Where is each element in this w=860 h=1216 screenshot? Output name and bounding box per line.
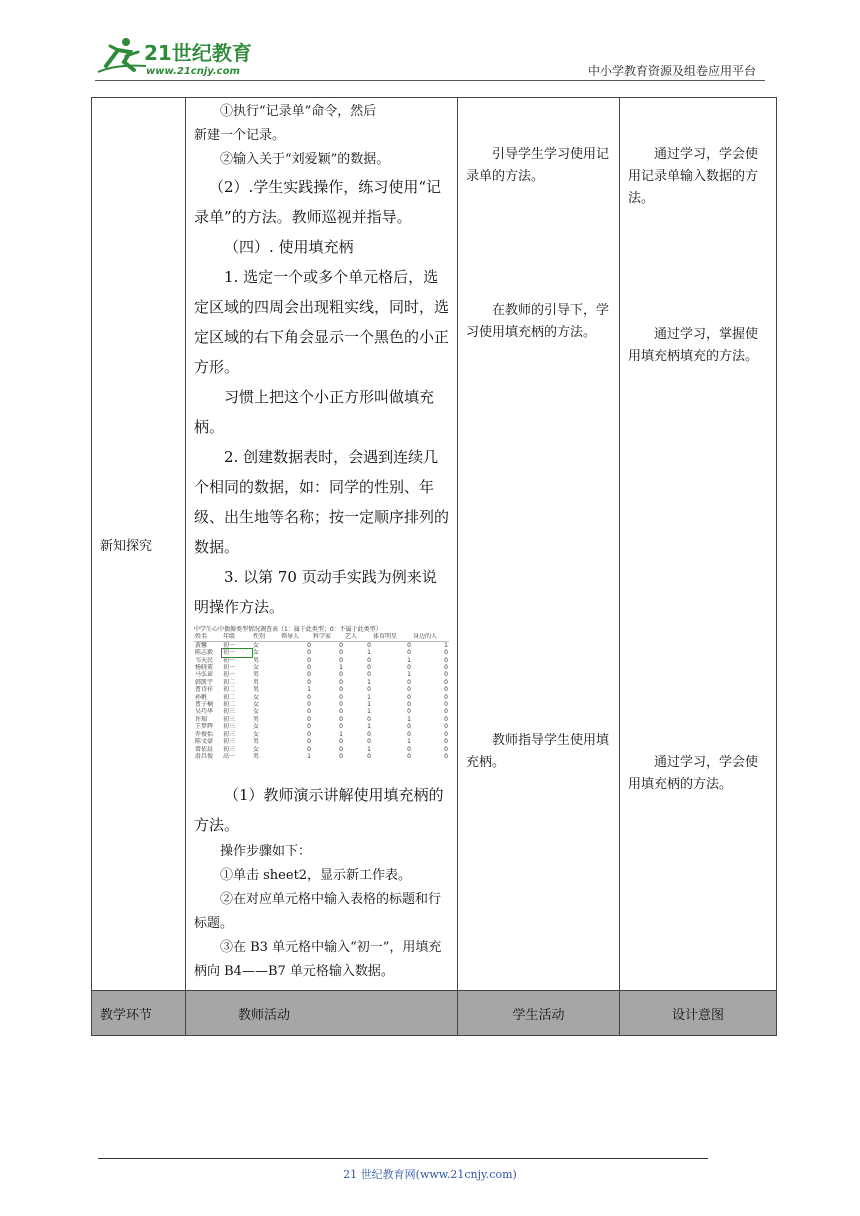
- label-teacher-activity: 教师活动: [186, 991, 458, 1036]
- label-design-intent: 设计意图: [620, 991, 777, 1036]
- sheet-cell: 0: [407, 693, 411, 701]
- sheet-cell: 0: [307, 723, 311, 731]
- sheet-cell: 0: [307, 671, 311, 679]
- sheet-cell: 0: [339, 752, 343, 760]
- sheet-cell: 0: [307, 656, 311, 664]
- sheet-cell: 0: [367, 715, 371, 723]
- sheet-row: [194, 694, 449, 701]
- sheet-cell: 0: [444, 686, 448, 694]
- sheet-cell: 0: [444, 693, 448, 701]
- sheet-cell: 0: [444, 745, 448, 753]
- sheet-cell: 初二: [223, 686, 236, 694]
- sheet-cell: 科学家: [312, 633, 344, 641]
- sheet-cell: 初一: [223, 664, 236, 672]
- sheet-cell: 陈文豪: [195, 738, 214, 746]
- spreadsheet-screenshot: [194, 626, 449, 760]
- teacher-practice-para: （2）.学生实践操作，练习使用“记录单”的方法。教师巡视并指导。: [194, 178, 441, 226]
- sheet-cell: 0: [444, 701, 448, 709]
- sheet-row: [194, 731, 449, 738]
- sheet-cell: 1: [339, 664, 343, 672]
- sheet-cell: 0: [339, 708, 343, 716]
- sheet-cell: 0: [307, 693, 311, 701]
- sheet-row: [194, 738, 449, 745]
- sheet-cell: 0: [367, 730, 371, 738]
- site-logo: [96, 36, 271, 78]
- page-footer: 21 世纪教育网(www.21cnjy.com): [343, 1168, 517, 1181]
- teacher-substep-2: ②在对应单元格中输入表格的标题和行标题。: [194, 892, 442, 932]
- sheet-cell: 0: [444, 649, 448, 657]
- sheet-cell: 男: [253, 686, 260, 694]
- teacher-line-3: ②输入关于“刘爱颖”的数据。: [220, 152, 390, 167]
- sheet-cell: 0: [407, 701, 411, 709]
- sheet-cell: 0: [407, 678, 411, 686]
- sheet-row: [194, 708, 449, 715]
- sheet-row: [194, 716, 449, 723]
- sheet-cell: 初三: [223, 738, 236, 746]
- sheet-cell: 0: [367, 641, 371, 649]
- teacher-step-2: 2. 创建数据表时，会遇到连续几个相同的数据，如：同学的性别、年级、出生地等名称；按一定顺序排列的数据。: [194, 448, 450, 556]
- design-intent-cell: [620, 98, 777, 991]
- teacher-habit: 习惯上把这个小正方形叫做填充柄。: [194, 388, 435, 436]
- sheet-cell: 初三: [223, 730, 236, 738]
- sheet-cell: 姓名: [194, 633, 222, 641]
- sheet-cell: 0: [307, 701, 311, 709]
- teacher-heading-fill: （四）. 使用填充柄: [224, 238, 354, 256]
- sheet-cell: 初一: [223, 656, 236, 664]
- sheet-row: [194, 657, 449, 664]
- sheet-cell: 1: [444, 641, 448, 649]
- sheet-cell: 0: [444, 671, 448, 679]
- section-label: 新知探究: [92, 98, 186, 991]
- sheet-cell: 0: [407, 641, 411, 649]
- sheet-cell: 1: [339, 730, 343, 738]
- sheet-row: [194, 679, 449, 686]
- teacher-step-1: 1. 选定一个或多个单元格后，选定区域的四周会出现粗实线，同时，选定区域的右下角会显示一个黑色的小正方形。: [194, 268, 450, 376]
- sheet-cell: 杨晓董: [195, 664, 214, 672]
- logo-url: www.21cnjy.com: [146, 66, 240, 77]
- teacher-steps-title: 操作步骤如下：: [220, 844, 312, 860]
- sheet-cell: 0: [444, 678, 448, 686]
- sheet-cell: 初一: [223, 641, 236, 649]
- sheet-cell: 0: [339, 671, 343, 679]
- sheet-cell: 女: [253, 641, 260, 649]
- teacher-activity-cell: [186, 98, 458, 991]
- header-platform-text: 中小学教育资源及组卷应用平台: [587, 64, 756, 78]
- sheet-cell: 女: [253, 745, 260, 753]
- sheet-cell: 0: [407, 752, 411, 760]
- sheet-cell: 女: [253, 730, 260, 738]
- sheet-cell: 0: [367, 664, 371, 672]
- sheet-cell: 1: [407, 671, 411, 679]
- sheet-cell: 0: [444, 723, 448, 731]
- sheet-cell: 男: [253, 752, 260, 760]
- sheet-cell: 0: [339, 745, 343, 753]
- sheet-cell: 许瑞: [195, 715, 208, 723]
- sheet-cell: 1: [407, 738, 411, 746]
- sheet-cell: 初三: [223, 715, 236, 723]
- sheet-cell: 女: [253, 701, 260, 709]
- header-labels-row: [92, 991, 777, 1036]
- sheet-cell: 0: [339, 715, 343, 723]
- sheet-row: [194, 671, 449, 678]
- sheet-cell: 0: [444, 708, 448, 716]
- sheet-cell: 马弘谛: [195, 671, 214, 679]
- teacher-substep-1: ①单击 sheet2，显示新工作表。: [220, 868, 412, 884]
- footer-divider: [98, 1158, 708, 1159]
- sheet-cell: 0: [407, 723, 411, 731]
- sheet-cell: 男: [253, 715, 260, 723]
- sheet-cell: 女: [253, 649, 260, 657]
- spreadsheet-caption: 中学生心中偶像类型情况调查表（1：属于此类型；0：不属于此类型）: [194, 626, 382, 633]
- sheet-cell: 1: [307, 752, 311, 760]
- sheet-cell: 韩凯宇: [195, 678, 214, 686]
- sheet-cell: 初二: [223, 693, 236, 701]
- sheet-cell: 女: [253, 723, 260, 731]
- sheet-cell: 初三: [223, 745, 236, 753]
- sheet-cell: 1: [367, 723, 371, 731]
- intent-text-1: 通过学习，学会使用记录单输入数据的方法。: [628, 147, 759, 206]
- sheet-cell: 0: [444, 715, 448, 723]
- sheet-cell: 0: [444, 664, 448, 672]
- sheet-cell: 0: [367, 686, 371, 694]
- sheet-cell: 体育明星: [372, 633, 412, 641]
- sheet-row: [194, 753, 449, 760]
- sheet-row: [194, 649, 449, 656]
- student-activity-cell: [458, 98, 620, 991]
- sheet-cell: 0: [407, 745, 411, 753]
- sheet-cell: 韦天民: [195, 656, 214, 664]
- sheet-cell: 0: [307, 738, 311, 746]
- sheet-cell: 0: [407, 649, 411, 657]
- header-divider: [95, 80, 765, 81]
- sheet-cell: 0: [307, 641, 311, 649]
- content-row: [92, 98, 777, 991]
- sheet-cell: 初二: [223, 701, 236, 709]
- sheet-cell: 0: [407, 708, 411, 716]
- sheet-cell: 初二: [223, 678, 236, 686]
- sheet-row: [194, 641, 449, 649]
- sheet-cell: 1: [307, 686, 311, 694]
- sheet-row: [194, 746, 449, 753]
- sheet-cell: 0: [444, 752, 448, 760]
- sheet-cell: 初一: [223, 671, 236, 679]
- sheet-cell: 0: [307, 730, 311, 738]
- sheet-cell: 身边的人: [412, 633, 449, 641]
- sheet-row: [194, 723, 449, 730]
- lesson-table: [91, 97, 777, 1036]
- sheet-cell: 0: [339, 686, 343, 694]
- sheet-cell: 1: [367, 649, 371, 657]
- sheet-cell: 0: [307, 708, 311, 716]
- student-text-1: 引导学生学习使用记录单的方法。: [466, 147, 610, 184]
- teacher-line-2: 新建一个记录。: [194, 128, 286, 143]
- sheet-cell: 艺人: [344, 633, 372, 641]
- sheet-cell: 黄馨: [195, 641, 208, 649]
- sheet-cell: 曹子楠: [195, 701, 214, 709]
- sheet-cell: 1: [367, 693, 371, 701]
- sheet-cell: 0: [339, 701, 343, 709]
- sheet-cell: 王梦辉: [195, 723, 214, 731]
- label-teaching-stage: 教学环节: [92, 991, 186, 1036]
- sheet-cell: 男: [253, 671, 260, 679]
- sheet-cell: 0: [367, 752, 371, 760]
- sheet-cell: 1: [367, 678, 371, 686]
- sheet-cell: 男: [253, 738, 260, 746]
- sheet-cell: 曹诗祥: [195, 686, 214, 694]
- sheet-cell: 0: [339, 641, 343, 649]
- teacher-line-1: ①执行“记录单”命令，然后: [220, 104, 377, 119]
- label-student-activity: 学生活动: [458, 991, 620, 1036]
- sheet-cell: 高一: [223, 752, 236, 760]
- teacher-step-3: 3. 以第 70 页动手实践为例来说明操作方法。: [194, 568, 437, 616]
- sheet-row: [194, 701, 449, 708]
- sheet-cell: 0: [367, 656, 371, 664]
- sheet-cell: 初三: [223, 723, 236, 731]
- teacher-substep-3: ③在 B3 单元格中输入“初一”，用填充柄向 B4——B7 单元格输入数据。: [194, 940, 442, 980]
- sheet-cell: 0: [307, 715, 311, 723]
- student-text-2: 在教师的引导下，学习使用填充柄的方法。: [466, 303, 610, 340]
- student-text-3: 教师指导学生使用填充柄。: [466, 733, 610, 770]
- intent-text-3: 通过学习，学会使用填充柄的方法。: [628, 755, 759, 792]
- sheet-cell: 女: [253, 708, 260, 716]
- sheet-cell: 0: [307, 664, 311, 672]
- sheet-cell: 0: [444, 738, 448, 746]
- logo-text: 21世纪教育: [144, 41, 252, 65]
- sheet-cell: 0: [339, 723, 343, 731]
- sheet-cell: 吴巧华: [195, 708, 214, 716]
- sheet-cell: 0: [367, 671, 371, 679]
- sheet-row: [194, 686, 449, 693]
- sheet-cell: 滑昌俊: [195, 752, 214, 760]
- spreadsheet-table: [194, 633, 449, 760]
- sheet-cell: 1: [367, 708, 371, 716]
- sheet-cell: 0: [407, 730, 411, 738]
- sheet-row: [194, 664, 449, 671]
- sheet-cell: 女: [253, 693, 260, 701]
- intent-text-2: 通过学习，掌握使用填充柄填充的方法。: [628, 327, 759, 364]
- sheet-cell: 孙帆: [195, 693, 208, 701]
- sheet-cell: 男: [253, 656, 260, 664]
- sheet-cell: 0: [307, 678, 311, 686]
- sheet-cell: 0: [407, 686, 411, 694]
- sheet-cell: 0: [339, 656, 343, 664]
- sheet-cell: 年级: [222, 633, 252, 641]
- sheet-cell: 1: [407, 656, 411, 664]
- sheet-cell: 0: [339, 738, 343, 746]
- sheet-cell: 0: [444, 656, 448, 664]
- sheet-cell: 0: [339, 649, 343, 657]
- sheet-cell: 性别: [252, 633, 280, 641]
- sheet-cell: 0: [339, 693, 343, 701]
- sheet-cell: 初一: [222, 649, 252, 656]
- sheet-cell: 陈志毅: [195, 649, 214, 657]
- teacher-demo: （1）教师演示讲解使用填充柄的方法。: [194, 786, 444, 835]
- sheet-cell: 男: [253, 678, 260, 686]
- sheet-cell: 女: [253, 664, 260, 672]
- sheet-cell: 0: [307, 745, 311, 753]
- sheet-cell: 乔俊怡: [195, 730, 214, 738]
- sheet-cell: 1: [407, 715, 411, 723]
- sheet-header-row: [194, 633, 449, 641]
- sheet-cell: 领导人: [280, 633, 312, 641]
- sheet-cell: 0: [444, 730, 448, 738]
- sheet-cell: 曾依晨: [195, 745, 214, 753]
- sheet-cell: 初三: [223, 708, 236, 716]
- sheet-cell: 0: [367, 738, 371, 746]
- sheet-cell: 1: [367, 745, 371, 753]
- sheet-cell: 0: [307, 649, 311, 657]
- sheet-cell: 0: [407, 664, 411, 672]
- sheet-cell: 1: [367, 701, 371, 709]
- sheet-cell: 0: [339, 678, 343, 686]
